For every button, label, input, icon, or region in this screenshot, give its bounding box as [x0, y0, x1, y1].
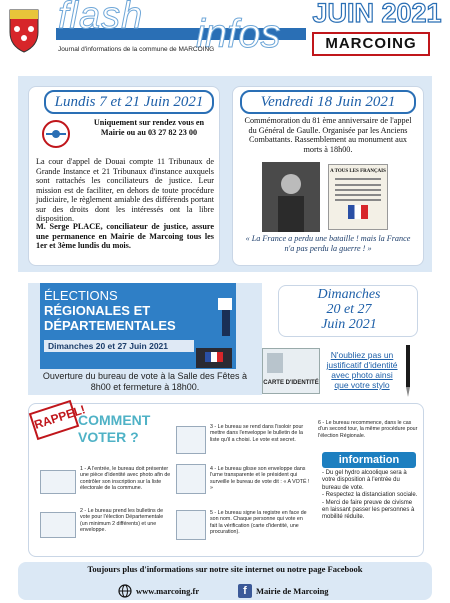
step-1: 1 - A l'entrée, le bureau doit présenter une pièce d'identité avec photo afin de contrôler son inscription sur la liste électorale de la commune.: [80, 466, 171, 492]
panel2-title: Vendredi 18 Juin 2021: [240, 90, 416, 114]
dimanches-text: [284, 287, 414, 335]
town-name: MARCOING: [312, 32, 430, 56]
urn-icon: [176, 464, 206, 494]
ballots-icon: [40, 512, 76, 538]
brand-flash: flash: [58, 0, 144, 37]
website-link[interactable]: www.marcoing.fr: [136, 586, 200, 596]
panel2-body: Commémoration du 81 ème anniversaire de l'appel du Général de Gaulle. Organisée par les Anciens Combattants. Rassemblement au monument aux morts à 18h00.: [244, 116, 412, 154]
globe-icon: [118, 584, 132, 598]
dimanches-line1: Dimanches: [317, 287, 381, 302]
elections-line3: DÉPARTEMENTALES: [44, 318, 176, 333]
id-card-label: CARTE D'IDENTITÉ: [263, 380, 319, 386]
town-crest-icon: [4, 4, 44, 56]
elections-line1: ÉLECTIONS: [44, 288, 118, 303]
brand-infos: infos: [196, 12, 281, 56]
panel1-body-bold: M. Serge PLACE, conciliateur de justice, assure une permanence en Mairie de Marcoing tous les 1er et 3ème lundis du mois.: [36, 222, 214, 250]
dimanches-line3: Juin 2021: [321, 317, 377, 332]
appeal-poster: [328, 164, 388, 230]
pen-icon: [404, 345, 412, 397]
footer-line: Toujours plus d'informations sur notre site internet ou notre page Facebook: [87, 564, 363, 574]
id-warning: N'oubliez pas un justificatif d'identité avec photo ainsi que votre stylo: [326, 350, 398, 390]
signature-icon: [176, 510, 206, 540]
how-to-vote-title: [78, 412, 158, 452]
facebook-link[interactable]: Mairie de Marcoing: [256, 586, 329, 596]
step-6: 6 - Le bureau recommence, dans le cas d'un second tour, la même procédure pour l'élection Régionale.: [318, 420, 418, 439]
elections-opening: Ouverture du bureau de vote à la Salle des Fêtes à 8h00 et fermeture à 18h00.: [42, 371, 248, 392]
step-5: 5 - Le bureau signe la registre en face de son nom. Chaque personne qui vote en fait la vérification (carte d'identité, une procuration).: [210, 510, 307, 536]
panel1-rdv: Uniquement sur rendez vous en Mairie ou au 03 27 82 23 00: [93, 118, 205, 137]
panel1-title: Lundis 7 et 21 Juin 2021: [44, 90, 214, 114]
french-flag-icon: [205, 352, 223, 362]
rappel-badge: RAPPEL!: [29, 400, 79, 440]
de-gaulle-photo-icon: [262, 162, 320, 232]
id-check-icon: [40, 470, 76, 494]
elections-dates: Dimanches 20 et 27 Juin 2021: [44, 340, 194, 352]
panel1-body: La cour d'appel de Douai compte 11 Tribunaux de Grande Instance et 21 Tribunaux d'instance auxquels sont rattachés les conciliateurs de justice. Leur mission est de faciliter, en dehors de toute procédure judiciaire, le règlement amiable des différends portant sur des droits dont les intéressés ont la libre disposition.: [36, 157, 214, 223]
step-4: 4 - Le bureau glisse son enveloppe dans l'urne transparente et le président qui surveille le bureau de vote dit : « A VOTÉ ! »: [210, 466, 310, 492]
facebook-icon: f: [238, 584, 252, 598]
conciliateur-logo-icon: [36, 118, 76, 150]
information-header: information: [322, 452, 416, 468]
panel2-quote: « La France a perdu une bataille ! mais la France n'a pas perdu la guerre ! »: [245, 234, 411, 253]
information-list: [322, 470, 418, 550]
information-item: - Respectez la distanciation sociale.: [322, 492, 418, 499]
header-subtitle: Journal d'informations de la commune de MARCOING: [58, 46, 215, 53]
issue-month: JUIN 2021: [312, 0, 442, 28]
how-to-vote-line2: VOTER ?: [78, 429, 139, 445]
how-to-vote-line1: COMMENT: [78, 412, 151, 428]
information-item: - Merci de faire preuve de civisme en laissant passer les personnes à mobilité réduite.: [322, 499, 415, 521]
step-2: 2 - Le bureau prend les bulletins de vote pour l'élection Départementale (un minimum 2 différents) et une enveloppe.: [80, 508, 164, 534]
information-item: - Du gel hydro alcoolique sera à votre disposition à l'entrée du bureau de vote.: [322, 470, 407, 491]
hand-vote-icon: [214, 296, 236, 336]
dimanches-line2: 20 et 27: [326, 302, 372, 317]
voting-booth-icon: [176, 426, 206, 454]
elections-line2: RÉGIONALES ET: [44, 303, 151, 318]
poster-title: A TOUS LES FRANÇAIS: [330, 169, 386, 174]
step-3: 3 - Le bureau se rend dans l'isoloir pour mettre dans l'enveloppe le bulletin de la liste qu'il a choisi. Le vote est secret.: [210, 424, 304, 443]
